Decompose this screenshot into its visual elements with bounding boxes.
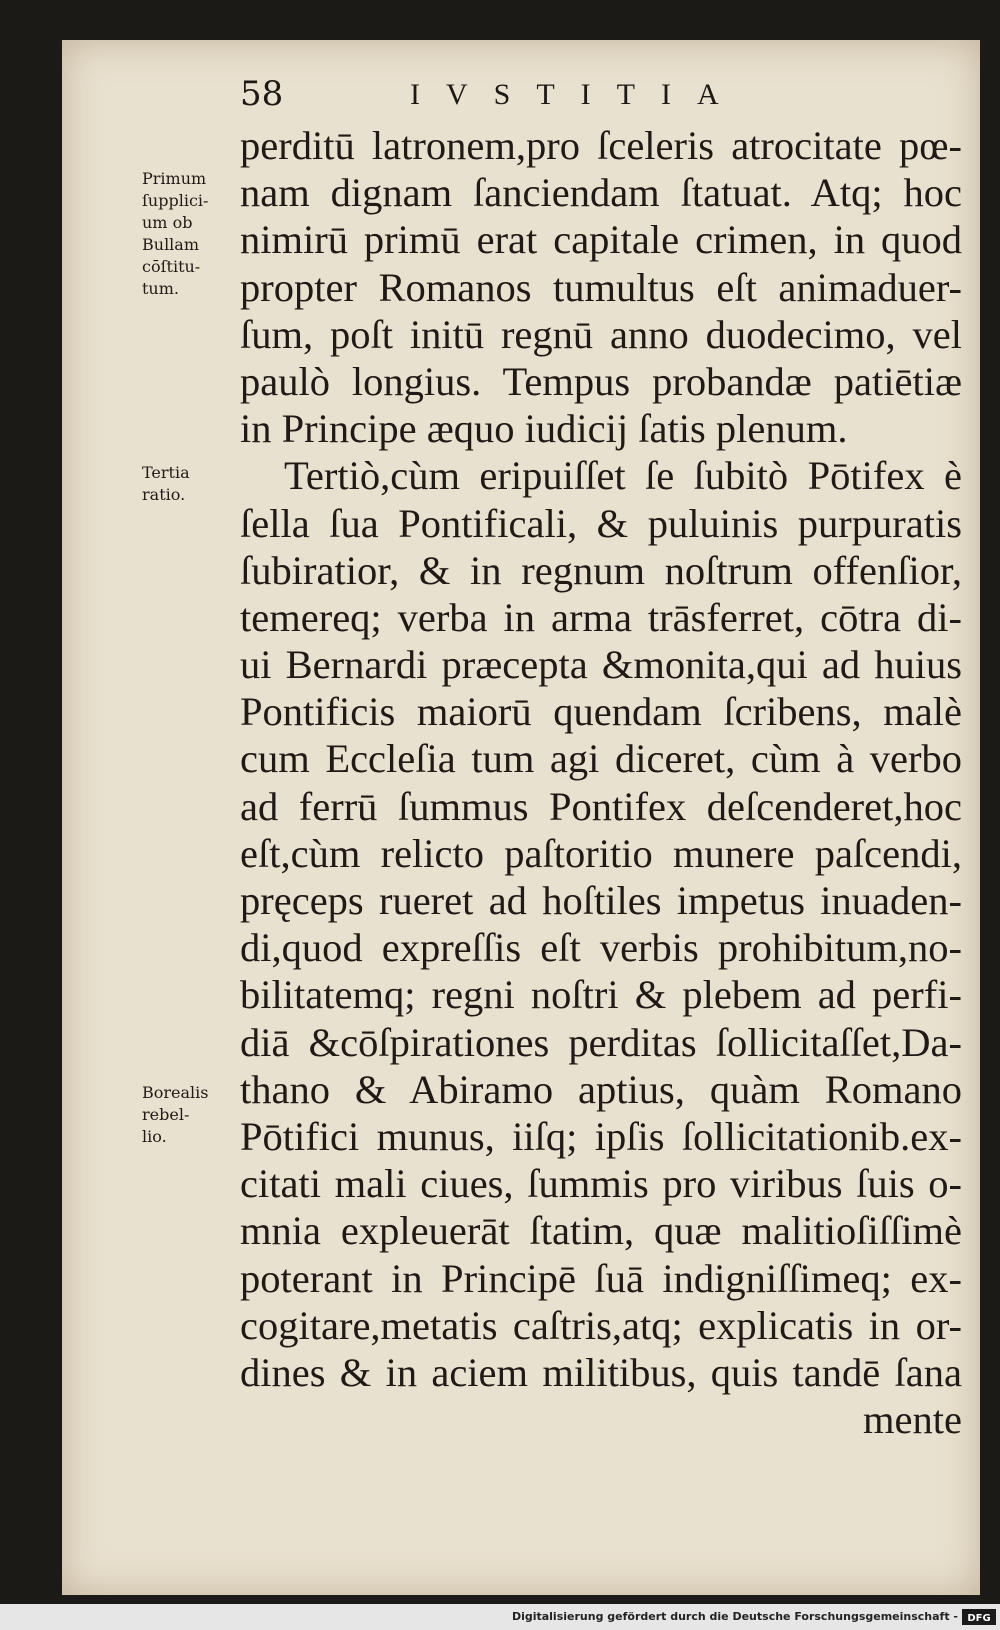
dfg-logo-text: DFG: [967, 1613, 991, 1624]
text-line: citati mali ciues, ſummis pro viribus ſuis o-: [240, 1161, 962, 1207]
text-line: ſum, poſt initū regnū anno duodecimo, vel: [240, 311, 962, 357]
margin-note-line: cōſtitu-: [142, 257, 201, 276]
catchword: mente: [863, 1397, 962, 1443]
text-line: ad ferrū ſummus Pontifex deſcenderet,hoc: [240, 783, 962, 829]
text-line: di,quod expreſſis eſt verbis prohibitum,no-: [240, 925, 962, 971]
text-line: ui Bernardi præcepta &monita,qui ad huius: [240, 642, 962, 688]
body-text: [240, 122, 962, 1443]
text-line: Pōtifici munus, iiſq; ipſis ſollicitationib.ex-: [240, 1113, 962, 1159]
margin-note-line: Tertia: [142, 463, 190, 482]
text-line: propter Romanos tumultus eſt animaduer-: [240, 264, 962, 310]
margin-note-northern-rebellion: [142, 1082, 242, 1148]
page-number: 58: [240, 74, 284, 114]
digitization-footer: [0, 1604, 1000, 1630]
text-line: bilitatemq; regni noſtri & plebem ad perfi-: [240, 972, 962, 1018]
text-line: paulò longius. Tempus probandæ patiētiæ: [240, 358, 962, 404]
text-line: Tertiò,cùm eripuiſſet ſe ſubitò Pōtifex è: [284, 453, 962, 499]
text-line: perditū latronem,pro ſceleris atrocitate pœ-: [240, 123, 962, 168]
margin-note-line: Bullam: [142, 235, 200, 254]
text-line: ſella ſua Pontificali, & puluinis purpuratis: [240, 500, 962, 546]
text-line: eſt,cùm relicto paſtoritio munere paſcendi,: [240, 830, 962, 876]
book-page: [62, 40, 980, 1595]
text-line: mnia expleuerāt ſtatim, quæ malitioſiſſimè: [240, 1208, 962, 1254]
margin-note-third-reason: [142, 462, 242, 506]
margin-note-line: lio.: [142, 1127, 167, 1146]
margin-note-line: Borealis: [142, 1083, 209, 1102]
text-line: nam dignam ſanciendam ſtatuat. Atq; hoc: [240, 170, 962, 216]
text-line: in Principe æquo iudicij ſatis plenum.: [240, 406, 848, 452]
text-line: Pontificis maiorū quendam ſcribens, malè: [240, 689, 962, 735]
margin-note-line: um ob: [142, 213, 193, 232]
footer-credit: Digitalisierung gefördert durch die Deutsche Forschungsgemeinschaft -: [511, 1610, 958, 1623]
page-header: [240, 74, 960, 126]
running-title: IVSTITIA: [410, 78, 745, 111]
text-line: cum Eccleſia tum agi diceret, cùm à verbo: [240, 736, 962, 782]
margin-note-line: ratio.: [142, 485, 186, 504]
text-line: thano & Abiramo aptius, quàm Romano: [240, 1066, 962, 1112]
text-line: temereq; verba in arma trāsferret, cōtra di-: [240, 594, 962, 640]
text-line: poterant in Principē ſuā indigniſſimeq; ex-: [240, 1255, 962, 1301]
dfg-logo-icon: [962, 1609, 996, 1625]
margin-note-line: Primum: [142, 169, 207, 188]
text-line: diā &cōſpirationes perditas ſollicitaſſet,Da-: [240, 1019, 962, 1065]
text-line: nimirū primū erat capitale crimen, in quod: [240, 217, 962, 263]
text-line: cogitare,metatis caſtris,atq; explicatis in or-: [240, 1302, 962, 1348]
text-line: dines & in aciem militibus, quis tandē ſana: [240, 1349, 962, 1395]
margin-note-first-punishment: [142, 168, 242, 300]
text-line: pręceps rueret ad hoſtiles impetus inuaden-: [240, 878, 962, 923]
text-line: ſubiratior, & in regnum noſtrum offenſior,: [240, 547, 962, 593]
margin-note-line: tum.: [142, 279, 179, 298]
margin-note-line: rebel-: [142, 1105, 190, 1124]
margin-note-line: ſupplici-: [142, 191, 209, 210]
